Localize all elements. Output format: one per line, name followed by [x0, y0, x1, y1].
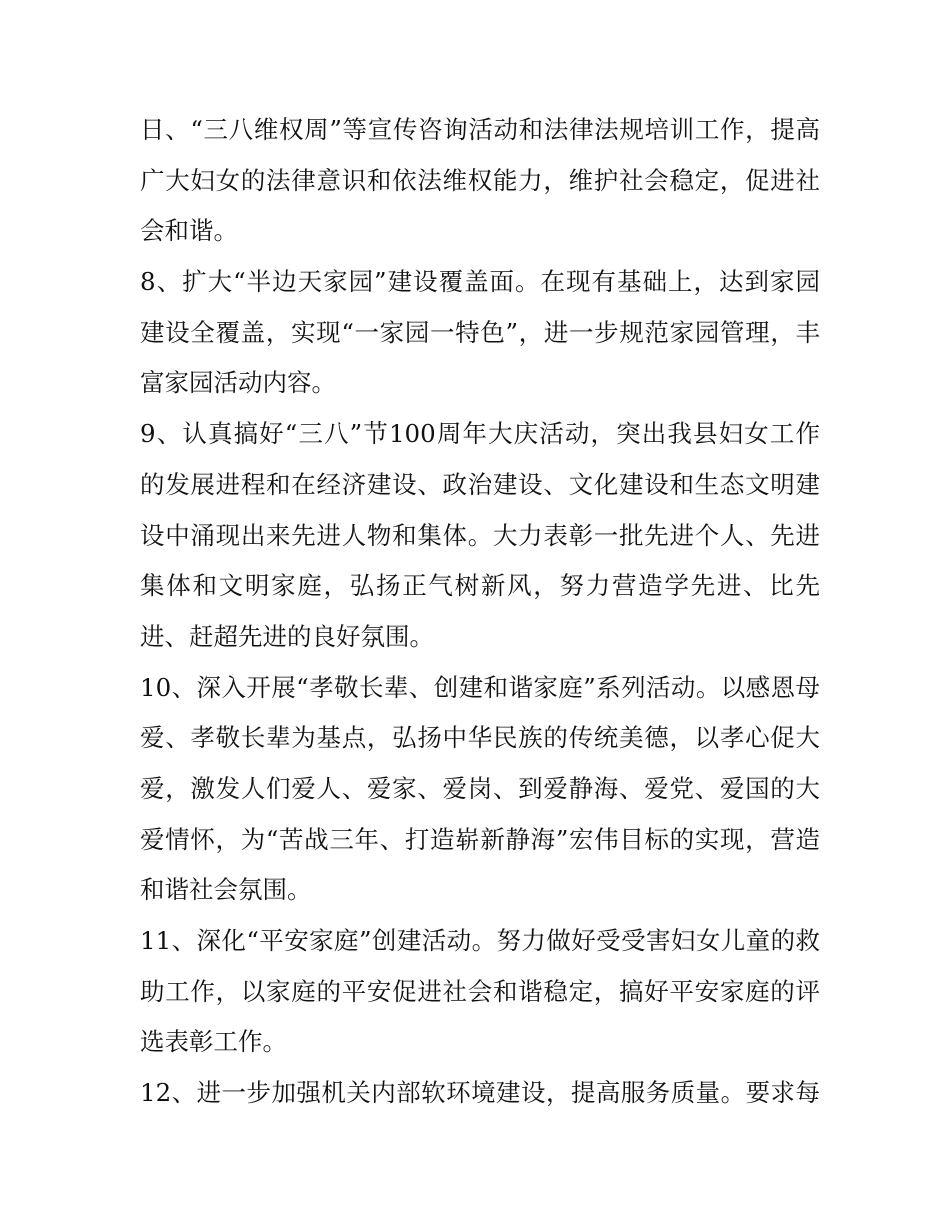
text-line: 富家园活动内容。 — [140, 368, 336, 398]
paragraph-item-8 — [140, 257, 820, 409]
text-line: 会和谐。 — [140, 216, 238, 246]
text-line: 集体和文明家庭，弘扬正气树新风，努力营造学先进、比先 — [140, 571, 820, 601]
text-line: 9、认真搞好“三八”节100周年大庆活动，突出我县妇女工作 — [140, 419, 820, 449]
text-line: 10、深入开展“孝敬长辈、创建和谐家庭”系列活动。以感恩母 — [140, 672, 820, 702]
text-line: 12、进一步加强机关内部软环境建设，提高服务质量。要求每 — [140, 1078, 820, 1108]
text-line: 设中涌现出来先进人物和集体。大力表彰一批先进个人、先进 — [140, 520, 820, 550]
text-line: 爱，激发人们爱人、爱家、爱岗、到爱静海、爱党、爱国的大 — [140, 773, 820, 803]
text-line: 建设全覆盖，实现“一家园一特色”，进一步规范家园管理，丰 — [140, 317, 820, 347]
text-line: 爱情怀，为“苦战三年、打造崭新静海”宏伟目标的实现，营造 — [140, 824, 820, 854]
document-page — [140, 105, 820, 1119]
text-line: 日、“三八维权周”等宣传咨询活动和法律法规培训工作，提高 — [140, 115, 820, 144]
text-line: 助工作，以家庭的平安促进社会和谐稳定，搞好平安家庭的评 — [140, 976, 820, 1006]
text-line: 8、扩大“半边天家园”建设覆盖面。在现有基础上，达到家园 — [140, 267, 820, 297]
text-line: 11、深化“平安家庭”创建活动。努力做好受受害妇女儿童的救 — [140, 926, 820, 955]
paragraph-item-10 — [140, 663, 820, 916]
text-line: 爱、孝敬长辈为基点，弘扬中华民族的传统美德，以孝心促大 — [140, 723, 820, 753]
paragraph-continuation — [140, 105, 820, 257]
text-line: 进、赶超先进的良好氛围。 — [140, 621, 434, 651]
paragraph-item-9 — [140, 409, 820, 662]
paragraph-item-12 — [140, 1068, 820, 1119]
text-line: 选表彰工作。 — [140, 1027, 287, 1057]
text-line: 和谐社会氛围。 — [140, 875, 312, 905]
text-line: 的发展进程和在经济建设、政治建设、文化建设和生态文明建 — [140, 469, 820, 499]
paragraph-item-11 — [140, 916, 820, 1068]
text-line: 广大妇女的法律意识和依法维权能力，维护社会稳定，促进社 — [140, 165, 820, 195]
